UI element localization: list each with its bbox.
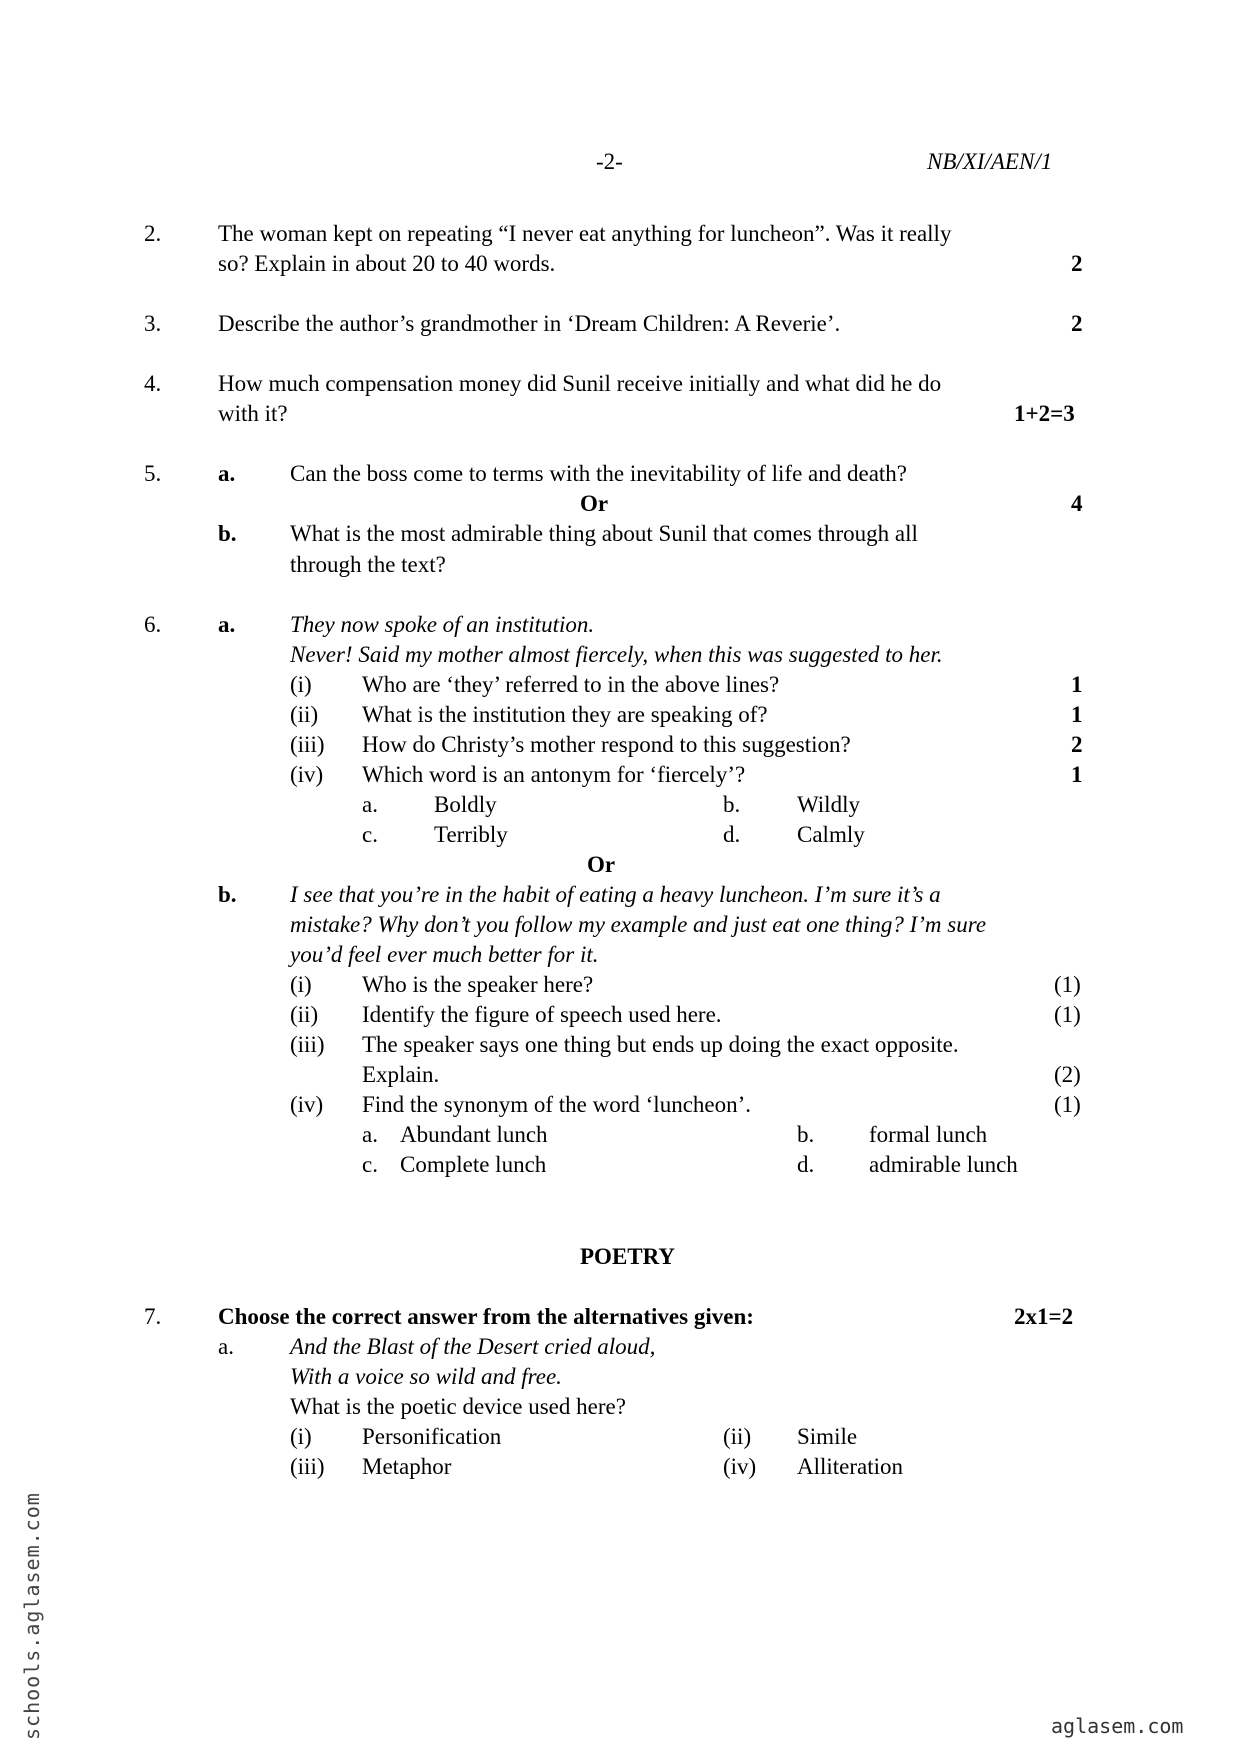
choice-label: d. (797, 1152, 815, 1177)
question-text: so? Explain in about 20 to 40 words. (218, 251, 556, 276)
choice-text: Complete lunch (400, 1152, 547, 1177)
choice-text: Wildly (797, 792, 860, 817)
sub-question-text: Find the synonym of the word ‘luncheon’. (362, 1092, 752, 1117)
choice-text: Boldly (434, 792, 497, 817)
question-number: 7. (144, 1304, 162, 1329)
choice-label: a. (362, 1122, 378, 1147)
choice-label: d. (723, 822, 741, 847)
question-text: Describe the author’s grandmother in ‘Dream Children: A Reverie’. (218, 311, 841, 336)
question-marks: (1) (1054, 1002, 1081, 1027)
extract-line: Never! Said my mother almost fiercely, when this was suggested to her. (290, 642, 943, 667)
question-number: 5. (144, 461, 162, 486)
choice-text: Personification (362, 1424, 502, 1449)
choice-text: Metaphor (362, 1454, 452, 1479)
extract-line: you’d feel ever much better for it. (290, 942, 599, 967)
section-heading: POETRY (580, 1244, 676, 1269)
choice-label: (ii) (723, 1424, 752, 1449)
sub-question-text: What is the institution they are speaking of? (362, 702, 768, 727)
question-marks: 4 (1071, 491, 1083, 516)
choice-label: c. (362, 822, 378, 847)
question-marks: (2) (1054, 1062, 1081, 1087)
sub-question-text: The speaker says one thing but ends up doing the exact opposite. (362, 1032, 959, 1057)
sub-question-text: Explain. (362, 1062, 440, 1087)
bottom-watermark: aglasem.com (1051, 1714, 1184, 1738)
sub-question-number: (iii) (290, 732, 325, 757)
choice-label: c. (362, 1152, 378, 1177)
question-marks: 1 (1071, 702, 1083, 727)
sub-question-text: Identify the figure of speech used here. (362, 1002, 722, 1027)
sub-question-number: (iii) (290, 1032, 325, 1057)
question-marks: 1 (1071, 762, 1083, 787)
choice-label: (iii) (290, 1454, 325, 1479)
choice-text: Simile (797, 1424, 858, 1449)
extract-line: I see that you’re in the habit of eating a heavy luncheon. I’m sure it’s a (290, 882, 941, 907)
or-separator: Or (587, 852, 616, 877)
option-label: a. (218, 461, 236, 486)
question-number: 2. (144, 221, 162, 246)
choice-text: Alliteration (797, 1454, 904, 1479)
choice-label: a. (362, 792, 378, 817)
question-text: Can the boss come to terms with the inevitability of life and death? (290, 461, 908, 486)
sub-question-text: Who are ‘they’ referred to in the above lines? (362, 672, 780, 697)
question-number: 3. (144, 311, 162, 336)
question-text: What is the most admirable thing about Sunil that comes through all (290, 521, 918, 546)
sub-question-number: (ii) (290, 702, 319, 727)
choice-label: (i) (290, 1424, 312, 1449)
question-marks: 2 (1071, 732, 1083, 757)
sub-question-text: How do Christy’s mother respond to this suggestion? (362, 732, 851, 757)
choice-label: b. (723, 792, 741, 817)
sub-question-number: (iv) (290, 762, 324, 787)
question-text: How much compensation money did Sunil receive initially and what did he do (218, 371, 942, 396)
extract-line: They now spoke of an institution. (290, 612, 595, 637)
option-label: b. (218, 521, 237, 546)
question-marks: 1+2=3 (1014, 401, 1075, 426)
question-marks: 2 (1071, 311, 1083, 336)
or-separator: Or (580, 491, 609, 516)
question-text: with it? (218, 401, 288, 426)
sub-question-number: (i) (290, 972, 312, 997)
question-marks: (1) (1054, 1092, 1081, 1117)
question-number: 4. (144, 371, 162, 396)
sub-question-number: (iv) (290, 1092, 324, 1117)
question-marks: 2 (1071, 251, 1083, 276)
sub-question-number: (ii) (290, 1002, 319, 1027)
option-label: b. (218, 882, 237, 907)
paper-code: NB/XI/AEN/1 (927, 149, 1053, 174)
question-marks: 2x1=2 (1014, 1304, 1074, 1329)
extract-line: And the Blast of the Desert cried aloud, (290, 1334, 656, 1359)
choice-label: (iv) (723, 1454, 757, 1479)
choice-text: Terribly (434, 822, 508, 847)
option-label: a. (218, 612, 236, 637)
choice-label: b. (797, 1122, 815, 1147)
question-marks: 1 (1071, 672, 1083, 697)
extract-line: With a voice so wild and free. (290, 1364, 562, 1389)
option-label: a. (218, 1334, 234, 1359)
question-text: The woman kept on repeating “I never eat anything for luncheon”. Was it really (218, 221, 952, 246)
question-instruction: Choose the correct answer from the alternatives given: (218, 1304, 754, 1329)
extract-line: mistake? Why don’t you follow my example and just eat one thing? I’m sure (290, 912, 987, 937)
question-text: What is the poetic device used here? (290, 1394, 626, 1419)
side-watermark: schools.aglasem.com (20, 1492, 44, 1740)
choice-text: formal lunch (869, 1122, 988, 1147)
question-marks: (1) (1054, 972, 1081, 997)
choice-text: Abundant lunch (400, 1122, 548, 1147)
question-number: 6. (144, 612, 162, 637)
page-number: -2- (596, 149, 623, 174)
sub-question-text: Who is the speaker here? (362, 972, 594, 997)
sub-question-number: (i) (290, 672, 312, 697)
choice-text: admirable lunch (869, 1152, 1018, 1177)
choice-text: Calmly (797, 822, 865, 847)
sub-question-text: Which word is an antonym for ‘fiercely’? (362, 762, 746, 787)
question-text: through the text? (290, 552, 446, 577)
